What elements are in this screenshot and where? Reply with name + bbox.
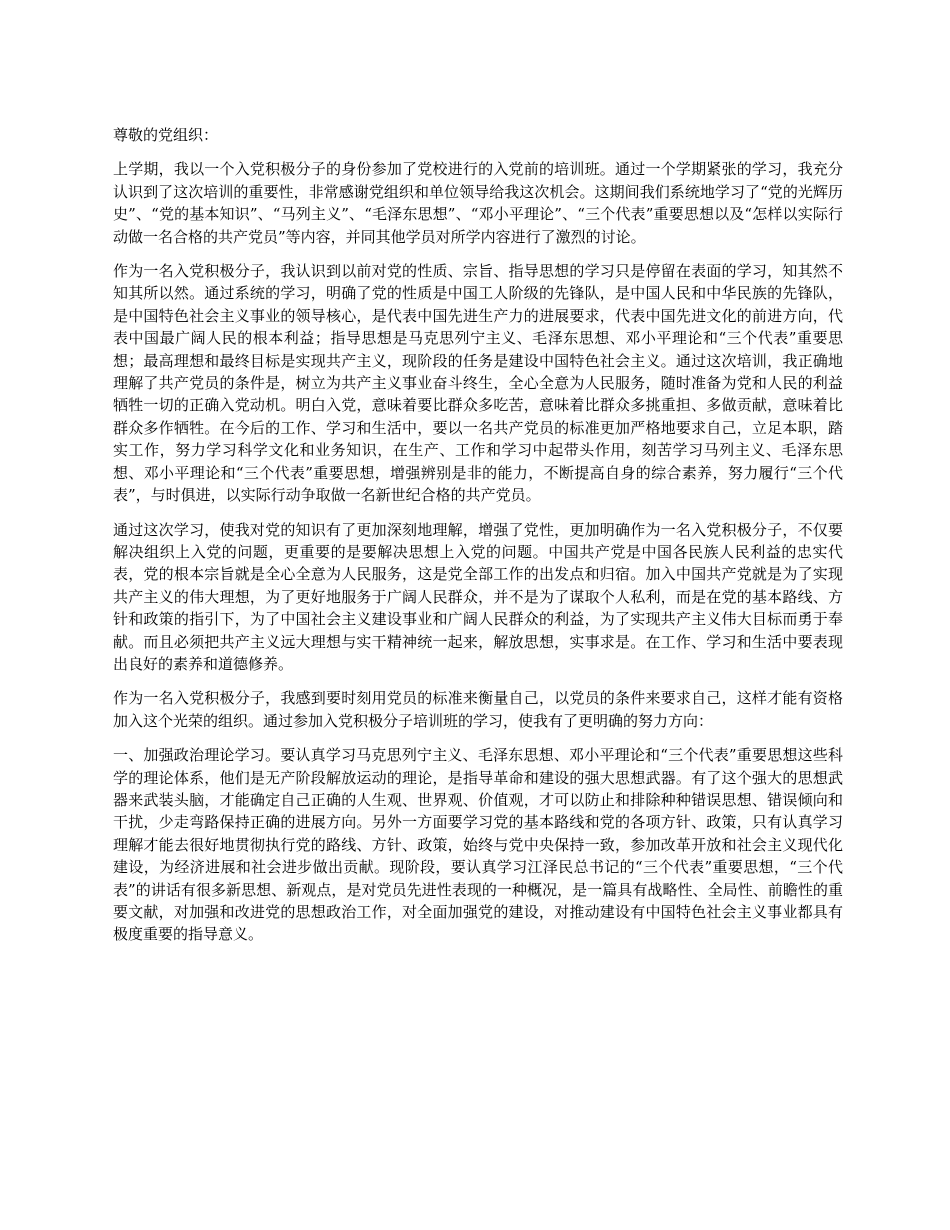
paragraph-3: 通过这次学习，使我对党的知识有了更加深刻地理解，增强了党性，更加明确作为一名入党积极分子，不仅要解决组织上入党的问题，更重要的是要解决思想上入党的问题。中国共产党是中国各民族人民利益的忠实代表，党的根本宗旨就是全心全意为人民服务，这是党全部工作的出发点和归宿。加入中国共产党就是为了实现共产主义的伟大理想，为了更好地服务于广阔人民群众，并不是为了谋取个人私利，而是在党的基本路线、方针和政策的指引下，为了中国社会主义建设事业和广阔人民群众的利益，为了实现共产主义伟大目标而勇于奉献。而且必须把共产主义远大理想与实干精神统一起来，解放思想，实事求是。在工作、学习和生活中要表现出良好的素养和道德修养。	[113, 520, 843, 673]
paragraph-1: 上学期，我以一个入党积极分子的身份参加了党校进行的入党前的培训班。通过一个学期紧张的学习，我充分认识到了这次培训的重要性，非常感谢党组织和单位领导给我这次机会。这期间我们系统地学习了“党的光辉历史”、“党的基本知识”、“马列主义”、“毛泽东思想”、“邓小平理论”、“三个代表”重要思想以及“怎样以实际行动做一名合格的共产党员”等内容，并同其他学员对所学内容进行了激烈的讨论。	[113, 160, 843, 246]
paragraph-5: 一、加强政治理论学习。要认真学习马克思列宁主义、毛泽东思想、邓小平理论和“三个代表”重要思想这些科学的理论体系，他们是无产阶段解放运动的理论，是指导革命和建设的强大思想武器。有了这个强大的思想武器来武装头脑，才能确定自己正确的人生观、世界观、价值观，才可以防止和排除种种错误思想、错误倾向和干扰，少走弯路保持正确的进展方向。另外一方面要学习党的基本路线和党的各项方针、政策，只有认真学习理解才能去很好地贯彻执行党的路线、方针、政策，始终与党中央保持一致，参加改革开放和社会主义现代化建设，为经济进展和社会进步做出贡献。现阶段，要认真学习江泽民总书记的“三个代表”重要思想，“三个代表”的讲话有很多新思想、新观点，是对党员先进性表现的一种概况，是一篇具有战略性、全局性、前瞻性的重要文献，对加强和改进党的思想政治工作，对全面加强党的建设，对推动建设有中国特色社会主义事业都具有极度重要的指导意义。	[113, 746, 843, 944]
salutation: 尊敬的党组织：	[113, 126, 219, 144]
paragraph-4: 作为一名入党积极分子，我感到要时刻用党员的标准来衡量自己，以党员的条件来要求自己，这样才能有资格加入这个光荣的组织。通过参加入党积极分子培训班的学习，使我有了更明确的努力方向：	[113, 689, 843, 730]
document-page	[113, 112, 843, 958]
paragraph-2: 作为一名入党积极分子，我认识到以前对党的性质、宗旨、指导思想的学习只是停留在表面的学习，知其然不知其所以然。通过系统的学习，明确了党的性质是中国工人阶级的先锋队，是中国人民和中华民族的先锋队，是中国特色社会主义事业的领导核心，是代表中国先进生产力的进展要求，代表中国先进文化的前进方向，代表中国最广阔人民的根本利益；指导思想是马克思列宁主义、毛泽东思想、邓小平理论和“三个代表”重要思想；最高理想和最终目标是实现共产主义，现阶段的任务是建设中国特色社会主义。通过这次培训，我正确地理解了共产党员的条件是，树立为共产主义事业奋斗终生，全心全意为人民服务，随时准备为党和人民的利益牺牲一切的正确入党动机。明白入党，意味着要比群众多吃苦，意味着比群众多挑重担、多做贡献，意味着比群众多作牺牲。在今后的工作、学习和生活中，要以一名共产党员的标准更加严格地要求自己，立足本职，踏实工作，努力学习科学文化和业务知识，在生产、工作和学习中起带头作用，刻苦学习马列主义、毛泽东思想、邓小平理论和“三个代表”重要思想，增强辨别是非的能力，不断提高自身的综合素养，努力履行“三个代表”，与时俱进，以实际行动争取做一名新世纪合格的共产党员。	[113, 262, 843, 505]
